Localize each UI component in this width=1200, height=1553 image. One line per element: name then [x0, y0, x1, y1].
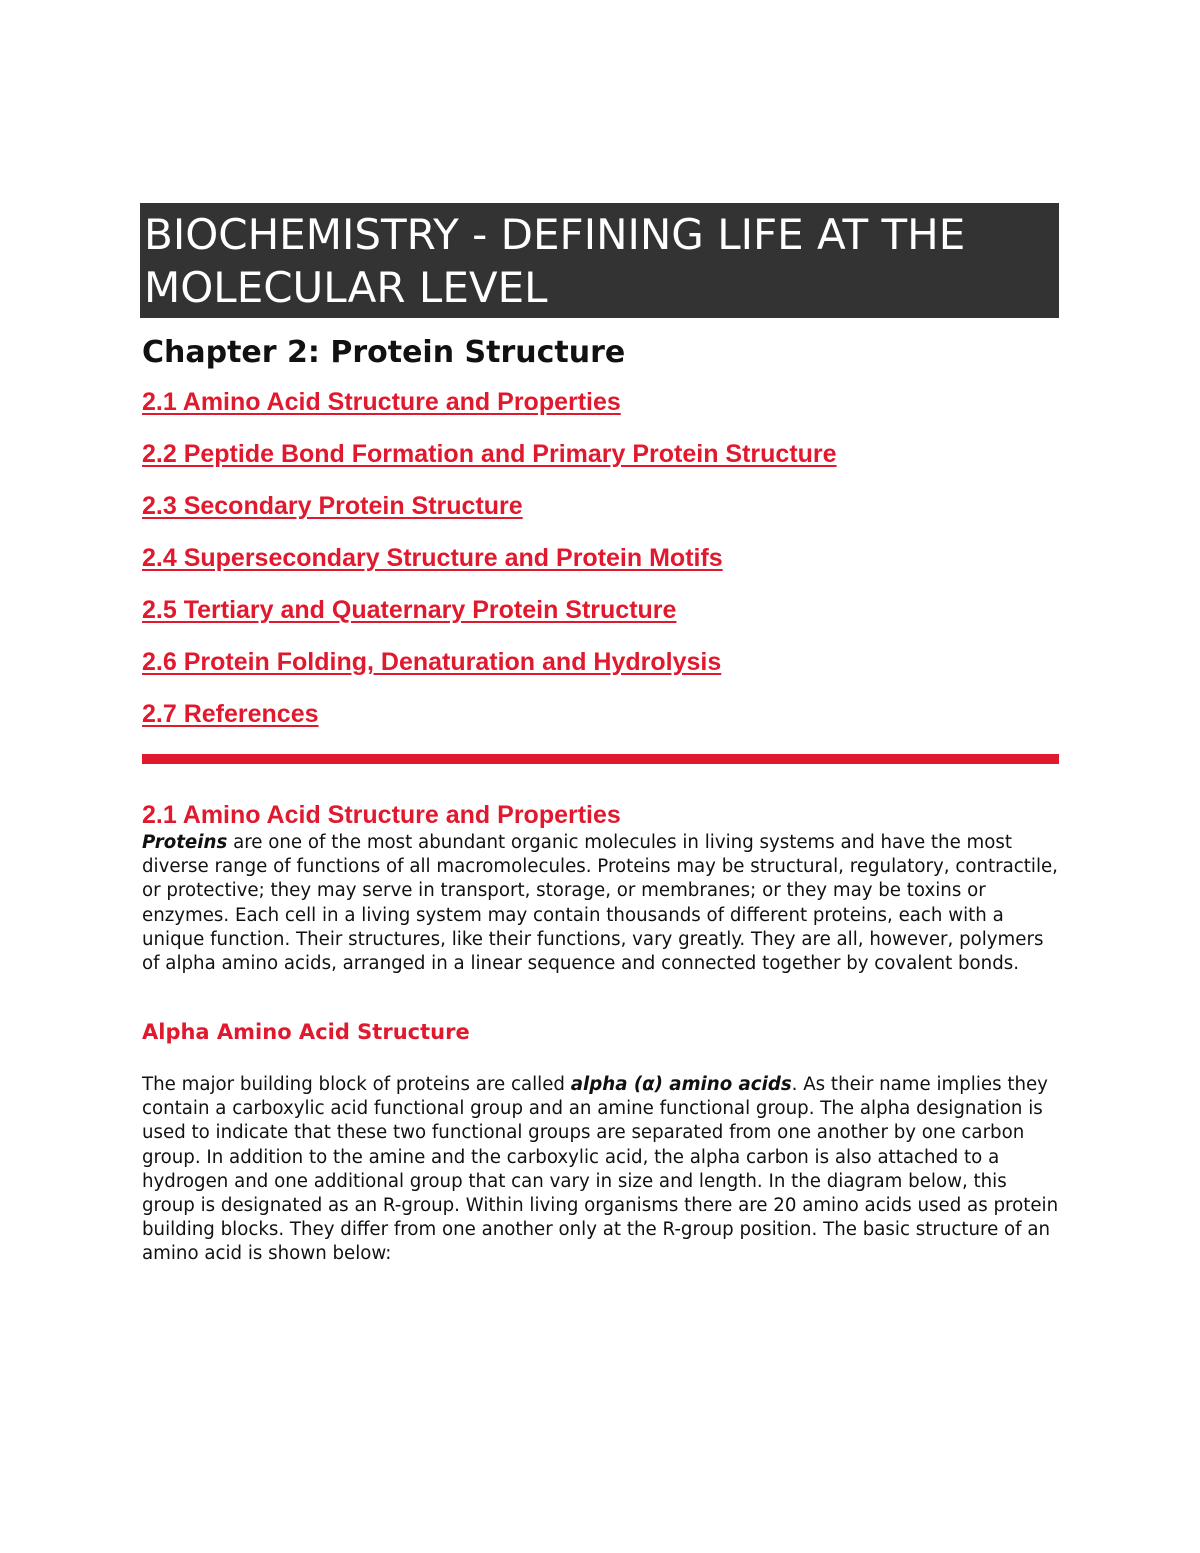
document-title: BIOCHEMISTRY - DEFINING LIFE AT THE MOLECULAR LEVEL	[140, 203, 1059, 318]
toc-item	[142, 647, 1059, 699]
term-proteins: Proteins	[142, 832, 228, 853]
chapter-title: Chapter 2: Protein Structure	[142, 335, 626, 370]
toc-link-2-3[interactable]: 2.3 Secondary Protein Structure	[142, 492, 523, 520]
toc-link-2-1[interactable]: 2.1 Amino Acid Structure and Properties	[142, 388, 621, 416]
table-of-contents	[142, 387, 1059, 751]
section-divider	[142, 754, 1059, 764]
paragraph-text: are one of the most abundant organic molecules in living systems and have the most diverse range of functions of all macromolecules. Proteins may be structural, regulatory, contractile, or protective; they may serve in transport, storage, or membranes; or they may be toxins or enzymes. Each cell in a living system may contain thousands of different proteins, each with a unique function. Their structures, like their functions, vary greatly. They are all, however, polymers of alpha amino acids, arranged in a linear sequence and connected together by covalent bonds.	[142, 832, 1058, 975]
toc-item	[142, 491, 1059, 543]
body-paragraph-proteins	[142, 831, 1060, 976]
toc-item	[142, 439, 1059, 491]
paragraph-text-after: . As their name implies they contain a carboxylic acid functional group and an amine functional group. The alpha designation is used to indicate that these two functional groups are separated from one another by one carbon group. In addition to the amine and the carboxylic acid, the alpha carbon is also attached to a hydrogen and one additional group that can vary in size and length. In the diagram below, this group is designated as an R-group. Within living organisms there are 20 amino acids used as protein building blocks. They differ from one another only at the R-group position. The basic structure of an amino acid is shown below:	[142, 1074, 1059, 1265]
toc-link-2-4[interactable]: 2.4 Supersecondary Structure and Protein Motifs	[142, 544, 723, 572]
toc-link-2-6[interactable]: 2.6 Protein Folding, Denaturation and Hydrolysis	[142, 648, 722, 676]
toc-item	[142, 543, 1059, 595]
body-paragraph-alpha-amino-acids	[142, 1073, 1060, 1267]
paragraph-text-before: The major building block of proteins are called	[142, 1074, 571, 1095]
toc-link-2-5[interactable]: 2.5 Tertiary and Quaternary Protein Structure	[142, 596, 677, 624]
toc-link-2-2[interactable]: 2.2 Peptide Bond Formation and Primary Protein Structure	[142, 440, 837, 468]
toc-link-2-7[interactable]: 2.7 References	[142, 700, 319, 728]
term-alpha-amino-acids: alpha (α) amino acids	[570, 1074, 792, 1095]
toc-item	[142, 387, 1059, 439]
section-heading: 2.1 Amino Acid Structure and Properties	[142, 801, 621, 829]
subsection-heading: Alpha Amino Acid Structure	[142, 1020, 470, 1044]
toc-item	[142, 595, 1059, 647]
document-page	[140, 203, 1059, 1265]
toc-item	[142, 699, 1059, 751]
